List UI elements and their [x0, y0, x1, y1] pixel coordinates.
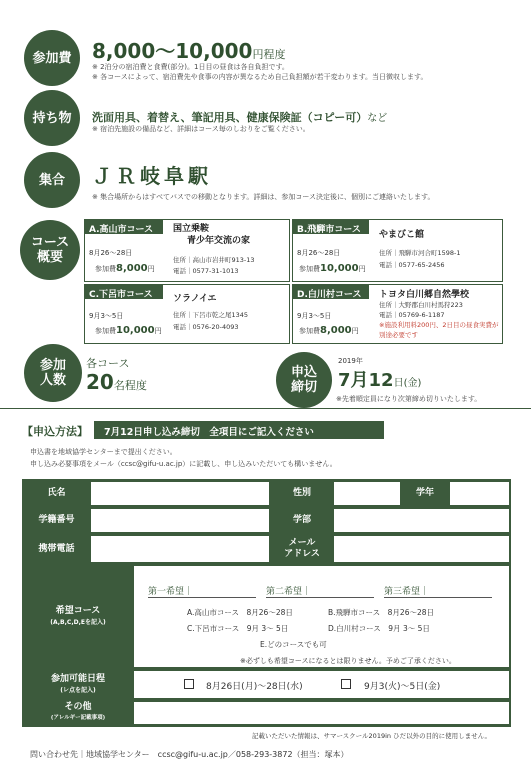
- form-label-other-sub: (アレルギー記載事項): [50, 715, 106, 721]
- section-divider: [0, 408, 531, 409]
- courses-label-1: コース: [30, 235, 70, 250]
- course-fee-value-b: 10,000: [320, 263, 359, 274]
- wish-option-e: E.どのコースでも可: [260, 640, 327, 649]
- fee-note-1: ※ 2泊分の宿泊費と食費(部分)。1日目の昼食は各自負担です。: [92, 63, 289, 71]
- belongings-items: 洗面用具、着替え、筆記用具、健康保険証（コピー可）: [92, 111, 368, 124]
- apply-line-1: 申込書を地域協学センターまで提出ください。: [30, 448, 177, 456]
- wish-option-b: B.飛騨市コース 8月26～28日: [328, 608, 435, 617]
- deadline-date-line: [338, 366, 421, 392]
- course-venue-c: ソラノイエ: [173, 294, 217, 304]
- course-fee-a: [95, 263, 155, 274]
- course-addr-d: 住所｜大野郡白川村馬狩223: [379, 301, 463, 309]
- wish-2[interactable]: 第二希望｜: [266, 584, 374, 598]
- participants-label-2: 人数: [39, 373, 66, 388]
- form-label-grade: 学年: [401, 480, 449, 507]
- course-fee-value-c: 10,000: [116, 325, 155, 336]
- course-extra-d: ※施設利用料200円、2日目の昼食実費が別途必要です: [379, 321, 499, 339]
- course-fee-value-a: 8,000: [116, 263, 148, 274]
- belongings-label: 持ち物: [32, 110, 72, 126]
- form-label-other-main: その他: [64, 702, 92, 712]
- apply-title: 【申込方法】: [22, 425, 88, 438]
- wish-option-a: A.高山市コース 8月26～28日: [187, 608, 293, 617]
- form-field-mail[interactable]: [333, 535, 510, 563]
- course-fee-prefix-c: 参加費: [95, 327, 116, 335]
- course-date-b: 8月26～28日: [297, 249, 341, 257]
- date-checkbox-2[interactable]: [341, 679, 351, 689]
- course-tel-a: 電話｜0577-31-1013: [173, 267, 239, 275]
- form-label-mail-1: メール: [288, 538, 316, 548]
- deadline-label-1: 申込: [290, 365, 317, 380]
- fee-amount-line: [92, 35, 285, 64]
- date-option-2: 9月3(火)～5日(金): [364, 682, 441, 692]
- form-label-dates-sub: (レ点を記入): [60, 686, 96, 694]
- course-card-b: [292, 219, 503, 282]
- form-label-gender: 性別: [271, 480, 333, 507]
- deadline-year: 2019年: [338, 357, 363, 365]
- form-field-other[interactable]: [133, 701, 510, 725]
- form-label-student-no: 学籍番号: [23, 507, 90, 534]
- courses-label-2: 概要: [36, 250, 63, 265]
- form-label-wish-sub: (A,B,C,D,Eを記入): [50, 618, 106, 626]
- course-card-a: [84, 219, 290, 282]
- participants-suffix: 名程度: [113, 379, 147, 392]
- course-fee-unit-d: 円: [351, 327, 359, 335]
- course-date-a: 8月26～28日: [89, 249, 133, 257]
- privacy-note: 記載いただいた情報は、サマースクール2019in ひだ以外の目的に使用しません。: [252, 732, 491, 740]
- course-head-d: D.白川村コース: [293, 285, 369, 299]
- meeting-note: ※ 集合場所からはすべてバスでの移動となります。詳細は、参加コース決定後に、個別にご連絡いたします。: [92, 193, 435, 201]
- deadline-note: ※先着順定員になり次第締め切りいたします。: [336, 395, 482, 403]
- form-label-phone: 携帯電話: [23, 534, 90, 564]
- meeting-label-circle: [24, 152, 80, 208]
- date-checkbox-1[interactable]: [184, 679, 194, 689]
- course-fee-prefix-b: 参加費: [299, 265, 320, 273]
- fee-note-2: ※ 各コースによって、宿泊費先や食事の内容が異なるため自己負担額が若干変わります。当日徴収します。: [92, 73, 428, 81]
- belongings-note: ※ 宿泊先施設の備品など、詳細はコース毎のしおりをご覧ください。: [92, 125, 310, 133]
- form-label-faculty: 学部: [271, 507, 333, 534]
- belongings-line: [92, 106, 387, 125]
- form-label-mail-2: アドレス: [284, 549, 320, 559]
- fee-label: 参加費: [32, 50, 72, 66]
- course-venue-a-1: 国立乗鞍: [173, 224, 210, 234]
- course-card-c: [84, 284, 290, 344]
- belongings-label-circle: [24, 90, 80, 146]
- participants-label-circle: [24, 344, 82, 402]
- fee-amount: 8,000～10,000: [92, 39, 253, 63]
- wish-1[interactable]: 第一希望｜: [148, 584, 256, 598]
- deadline-day: 日(金): [393, 378, 422, 389]
- wish-note: ※必ずしも希望コースになるとは限りません。予めご了承ください。: [240, 657, 456, 665]
- fee-label-circle: [24, 30, 80, 86]
- course-tel-b: 電話｜0577-65-2456: [379, 261, 445, 269]
- course-addr-a: 住所｜高山市岩井町913-13: [173, 256, 255, 264]
- course-addr-c: 住所｜下呂市乾之尾1345: [173, 311, 249, 319]
- form-field-name[interactable]: [90, 481, 270, 506]
- course-date-c: 9月3～5日: [89, 312, 124, 320]
- form-field-student-no[interactable]: [90, 508, 270, 533]
- course-fee-value-d: 8,000: [320, 325, 352, 336]
- courses-label-circle: [20, 220, 80, 280]
- course-head-b: B.飛騨市コース: [293, 220, 369, 234]
- course-card-d: [292, 284, 503, 344]
- course-fee-unit-a: 円: [147, 265, 155, 273]
- meeting-label: 集合: [38, 172, 65, 188]
- course-venue-d: トヨタ白川郷自然學校: [379, 290, 470, 300]
- form-label-name: 氏名: [23, 480, 90, 507]
- wish-1-label: 第一希望: [148, 587, 185, 597]
- date-option-1: 8月26日(月)～28日(水): [206, 682, 303, 692]
- course-fee-unit-b: 円: [358, 265, 366, 273]
- course-venue-a-2: 青少年交流の家: [187, 236, 251, 246]
- apply-banner: 7月12日申し込み締切 全項目にご記入ください: [94, 421, 384, 439]
- wish-option-d: D.白川村コース 9月 3～ 5日: [328, 624, 430, 633]
- form-field-gender[interactable]: [333, 481, 401, 506]
- course-fee-unit-c: 円: [154, 327, 162, 335]
- course-venue-b: やまびこ館: [379, 230, 425, 240]
- belongings-suffix: など: [367, 113, 388, 124]
- participants-number: 20: [86, 370, 114, 394]
- course-fee-c: [95, 325, 162, 336]
- wish-3-label: 第三希望: [384, 587, 421, 597]
- fee-unit: 円程度: [252, 48, 286, 61]
- form-label-other: [23, 700, 133, 726]
- course-fee-prefix-a: 参加費: [95, 265, 116, 273]
- form-label-mail: [271, 534, 333, 564]
- course-tel-c: 電話｜0576-20-4093: [173, 323, 239, 331]
- apply-line-2: 申し込み必要事項をメール（ccsc@gifu-u.ac.jp）に記載し、申し込みいただいても構いません。: [30, 460, 337, 468]
- wish-option-c: C.下呂市コース 9月 3～ 5日: [187, 624, 289, 633]
- course-tel-d: 電話｜05769-6-1187: [379, 311, 445, 319]
- course-head-c: C.下呂市コース: [85, 285, 163, 299]
- wish-2-label: 第二希望: [266, 587, 303, 597]
- form-label-wish: [23, 564, 133, 669]
- participants-count: [86, 370, 147, 394]
- course-fee-prefix-d: 参加費: [299, 327, 320, 335]
- form-field-faculty[interactable]: [333, 508, 510, 533]
- course-head-a: A.高山市コース: [85, 220, 163, 234]
- wish-3[interactable]: 第三希望｜: [384, 584, 492, 598]
- course-date-d: 9月3～5日: [297, 312, 332, 320]
- deadline-label-circle: [276, 352, 332, 408]
- participants-prefix: 各コース: [86, 357, 130, 370]
- course-addr-b: 住所｜飛騨市河合町1598-1: [379, 249, 461, 257]
- form-field-phone[interactable]: [90, 535, 270, 563]
- course-venue-a: [173, 223, 250, 247]
- form-label-dates: [23, 669, 133, 700]
- meeting-place: ＪＲ岐阜駅: [92, 164, 212, 188]
- participants-label-1: 参加: [39, 358, 66, 373]
- course-fee-d: [299, 325, 359, 336]
- course-fee-b: [299, 263, 366, 274]
- form-field-grade[interactable]: [449, 481, 510, 506]
- form-label-wish-main: 希望コース: [55, 605, 101, 616]
- contact-info: 問い合わせ先｜地域協学センター ccsc@gifu-u.ac.jp／058-293-3872（担当：塚本）: [30, 750, 349, 759]
- form-label-dates-main: 参加可能日程: [50, 673, 105, 684]
- deadline-date: 7月12: [338, 370, 394, 391]
- deadline-label-2: 締切: [290, 380, 317, 395]
